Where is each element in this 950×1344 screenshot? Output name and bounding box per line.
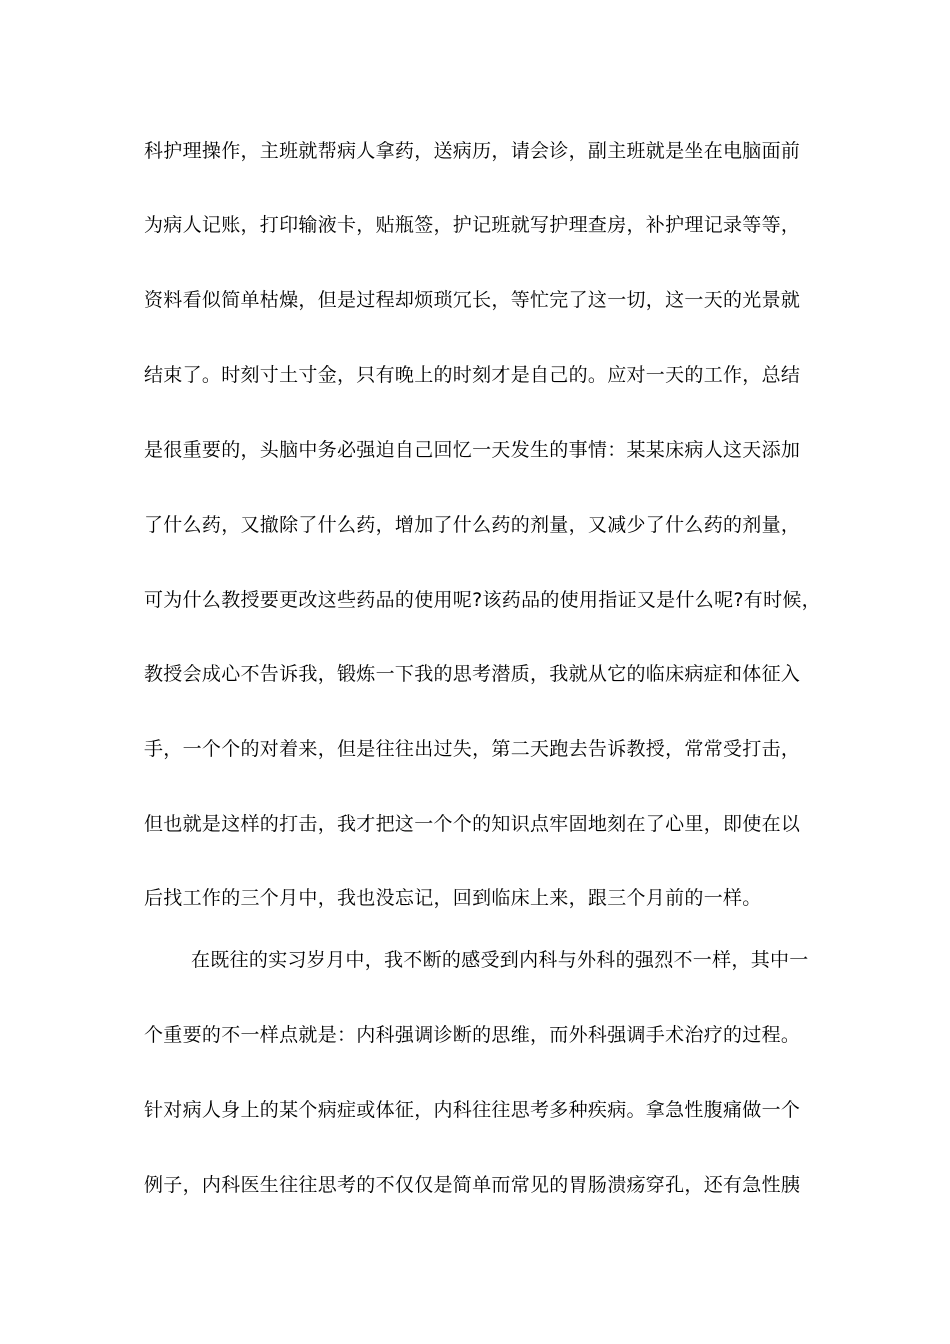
- text-line: 可为什么教授要更改这些药品的使用呢?该药品的使用指证又是什么呢?有时候，: [144, 589, 821, 611]
- text-line: 个重要的不一样点就是：内科强调诊断的思维，而外科强调手术治疗的过程。: [144, 1024, 801, 1046]
- text-line: 例子，内科医生往往思考的不仅仅是简单而常见的胃肠溃疡穿孔，还有急性胰: [144, 1174, 801, 1196]
- text-line: 结束了。时刻寸土寸金，只有晚上的时刻才是自己的。应对一天的工作，总结: [144, 364, 801, 386]
- text-line: 教授会成心不告诉我，锻炼一下我的思考潜质，我就从它的临床病症和体征入: [144, 663, 801, 685]
- paragraph-first-line: 在既往的实习岁月中，我不断的感受到内科与外科的强烈不一样，其中一: [191, 949, 809, 971]
- text-line: 针对病人身上的某个病症或体征，内科往往思考多种疾病。拿急性腹痛做一个: [144, 1099, 801, 1121]
- text-line: 为病人记账，打印输液卡，贴瓶签，护记班就写护理查房，补护理记录等等，: [144, 214, 801, 236]
- text-line: 手，一个个的对着来，但是往往出过失，第二天跑去告诉教授，常常受打击，: [144, 738, 801, 760]
- text-line: 是很重要的，头脑中务必强迫自己回忆一天发生的事情：某某床病人这天添加: [144, 439, 801, 461]
- text-line: 后找工作的三个月中，我也没忘记，回到临床上来，跟三个月前的一样。: [144, 887, 762, 909]
- text-line: 了什么药，又撤除了什么药，增加了什么药的剂量，又减少了什么药的剂量，: [144, 514, 801, 536]
- text-line: 资料看似简单枯燥，但是过程却烦琐冗长，等忙完了这一切，这一天的光景就: [144, 289, 801, 311]
- text-line: 科护理操作，主班就帮病人拿药，送病历，请会诊，副主班就是坐在电脑面前: [144, 140, 801, 162]
- text-line: 但也就是这样的打击，我才把这一个个的知识点牢固地刻在了心里，即使在以: [144, 813, 801, 835]
